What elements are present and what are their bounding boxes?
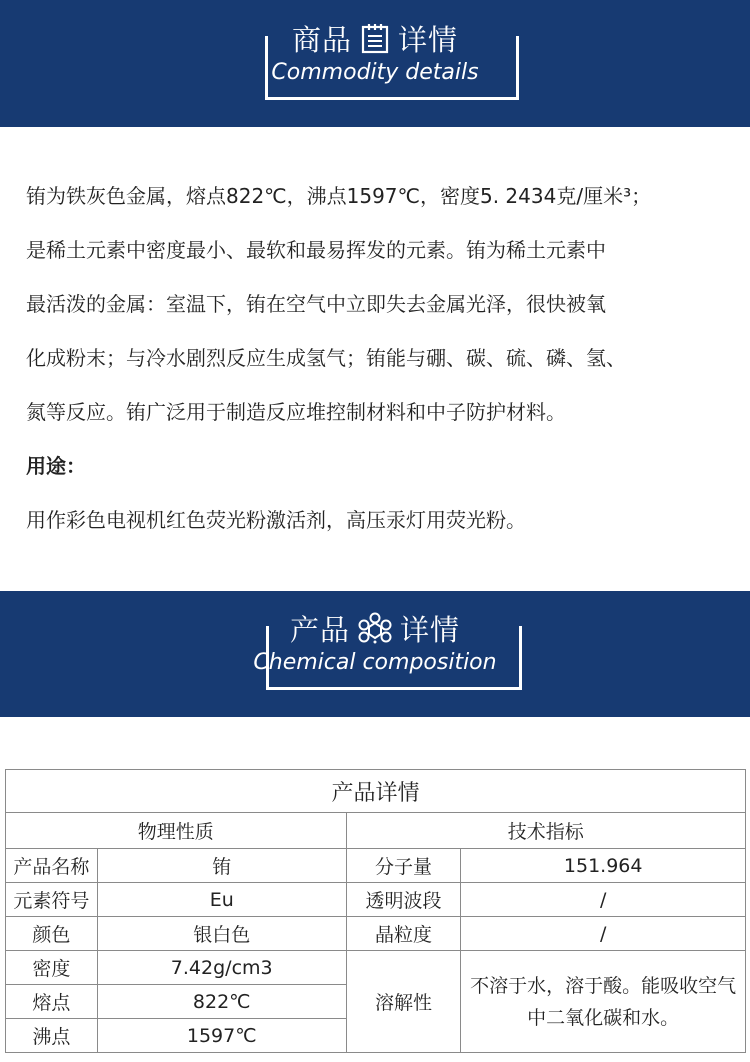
property-value: 822℃ bbox=[97, 985, 346, 1019]
banner-title-left: 产品 bbox=[289, 612, 350, 647]
banner-title-right: 详情 bbox=[398, 22, 459, 57]
banner-title bbox=[0, 606, 750, 650]
spec-label: 晶粒度 bbox=[346, 917, 461, 951]
property-label: 元素符号 bbox=[6, 883, 98, 917]
property-value: 1597℃ bbox=[97, 1019, 346, 1053]
table-title-row bbox=[6, 770, 746, 813]
property-value: 铕 bbox=[97, 849, 346, 883]
description-line: 是稀土元素中密度最小、最软和最易挥发的元素。铕为稀土元素中 bbox=[26, 238, 606, 262]
spec-label: 溶解性 bbox=[346, 951, 461, 1053]
use-text: 用作彩色电视机红色荧光粉激活剂，高压汞灯用荧光粉。 bbox=[26, 508, 526, 532]
property-label: 产品名称 bbox=[6, 849, 98, 883]
banner-subtitle: Chemical composition bbox=[253, 650, 497, 675]
table-header-row bbox=[6, 813, 746, 849]
property-label: 密度 bbox=[6, 951, 98, 985]
description-line: 铕为铁灰色金属，熔点822℃，沸点1597℃，密度5. 2434克/厘米³； bbox=[26, 184, 652, 208]
spec-value: 不溶于水，溶于酸。能吸收空气中二氧化碳和水。 bbox=[461, 951, 746, 1053]
molecule-icon bbox=[358, 612, 392, 644]
notepad-icon bbox=[360, 22, 390, 54]
table-title: 产品详情 bbox=[6, 770, 746, 813]
table-row bbox=[6, 849, 746, 883]
property-label: 颜色 bbox=[6, 917, 98, 951]
table-row bbox=[6, 917, 746, 951]
spec-value: 151.964 bbox=[461, 849, 746, 883]
technical-specs-header: 技术指标 bbox=[346, 813, 745, 849]
description-line: 最活泼的金属：室温下，铕在空气中立即失去金属光泽，很快被氧 bbox=[26, 292, 606, 316]
spec-value: / bbox=[461, 917, 746, 951]
property-value: 7.42g/cm3 bbox=[97, 951, 346, 985]
spec-label: 透明波段 bbox=[346, 883, 461, 917]
property-value: Eu bbox=[97, 883, 346, 917]
banner-title-left: 商品 bbox=[291, 22, 352, 57]
description-paragraph bbox=[26, 169, 726, 439]
property-label: 沸点 bbox=[6, 1019, 98, 1053]
product-details-table bbox=[5, 769, 746, 1053]
description-line: 氮等反应。铕广泛用于制造反应堆控制材料和中子防护材料。 bbox=[26, 400, 566, 424]
banner-title-right: 详情 bbox=[400, 612, 461, 647]
physical-properties-header: 物理性质 bbox=[6, 813, 347, 849]
spec-value: / bbox=[461, 883, 746, 917]
table-row bbox=[6, 883, 746, 917]
spec-label: 分子量 bbox=[346, 849, 461, 883]
property-label: 熔点 bbox=[6, 985, 98, 1019]
property-value: 银白色 bbox=[97, 917, 346, 951]
use-heading: 用途： bbox=[26, 454, 86, 478]
table-row bbox=[6, 951, 746, 985]
description-line: 化成粉末；与冷水剧烈反应生成氢气；铕能与硼、碳、硫、磷、氢、 bbox=[26, 346, 626, 370]
banner-title bbox=[0, 16, 750, 60]
banner-subtitle: Commodity details bbox=[271, 60, 479, 85]
